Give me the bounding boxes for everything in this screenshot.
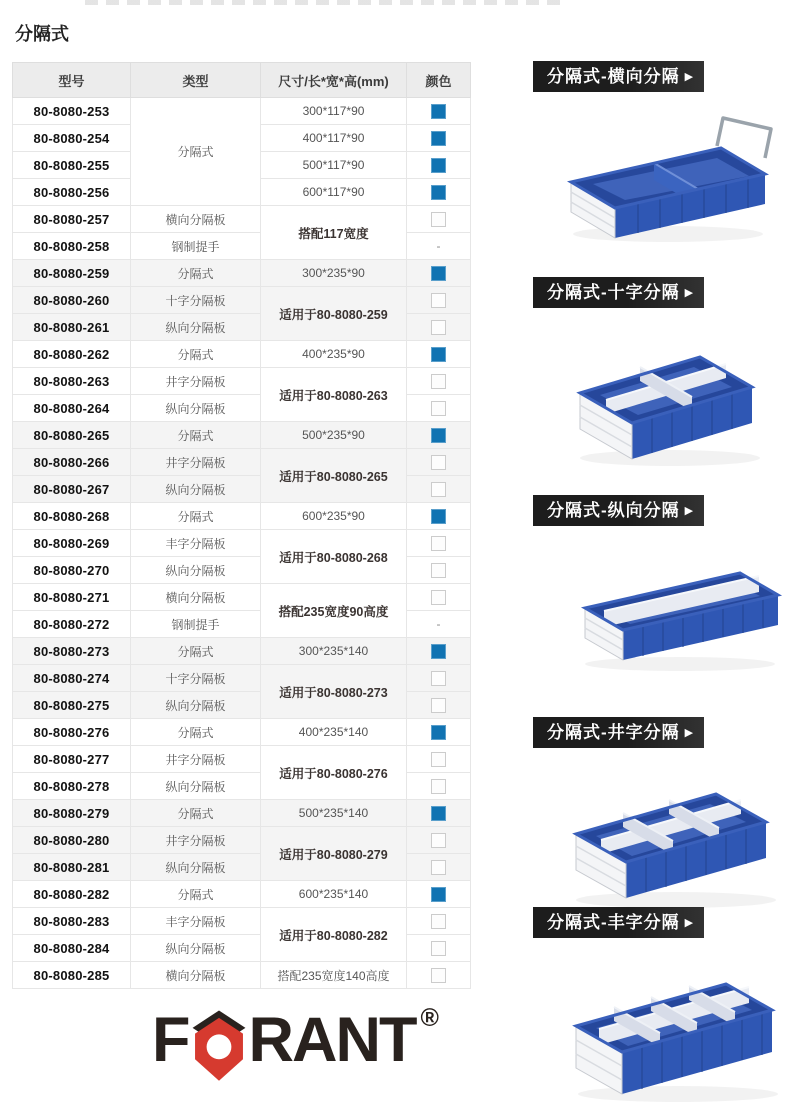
color-swatch-blue	[431, 347, 446, 362]
color-swatch-blue	[431, 104, 446, 119]
model-cell: 80-8080-266	[13, 449, 131, 476]
arrow-right-icon: ▶	[684, 505, 695, 517]
color-cell	[407, 260, 471, 287]
type-cell: 纵向分隔板	[131, 773, 261, 800]
model-cell: 80-8080-253	[13, 98, 131, 125]
table-row	[13, 881, 471, 908]
color-cell	[407, 233, 471, 260]
color-swatch-blue	[431, 509, 446, 524]
color-cell	[407, 557, 471, 584]
color-cell	[407, 854, 471, 881]
column-header-type: 类型	[131, 63, 261, 98]
section-badge-grid[interactable]	[533, 717, 704, 748]
badge-label: 分隔式-十字分隔	[547, 283, 680, 302]
type-cell: 井字分隔板	[131, 368, 261, 395]
table-row	[13, 908, 471, 935]
model-cell: 80-8080-265	[13, 422, 131, 449]
color-cell	[407, 476, 471, 503]
color-cell	[407, 449, 471, 476]
type-cell: 分隔式	[131, 881, 261, 908]
type-cell: 横向分隔板	[131, 962, 261, 989]
model-cell: 80-8080-285	[13, 962, 131, 989]
table-row	[13, 638, 471, 665]
color-swatch-blue	[431, 131, 446, 146]
type-cell: 丰字分隔板	[131, 530, 261, 557]
model-cell: 80-8080-269	[13, 530, 131, 557]
color-swatch-blue	[431, 428, 446, 443]
model-cell: 80-8080-268	[13, 503, 131, 530]
type-cell: 纵向分隔板	[131, 314, 261, 341]
type-cell: 丰字分隔板	[131, 908, 261, 935]
size-cell: 适用于80-8080-273	[261, 665, 407, 719]
color-cell	[407, 800, 471, 827]
model-cell: 80-8080-276	[13, 719, 131, 746]
type-cell: 井字分隔板	[131, 449, 261, 476]
model-cell: 80-8080-274	[13, 665, 131, 692]
type-cell: 纵向分隔板	[131, 395, 261, 422]
color-cell	[407, 611, 471, 638]
type-cell: 分隔式	[131, 638, 261, 665]
color-swatch-blue	[431, 158, 446, 173]
table-row	[13, 368, 471, 395]
table-row	[13, 422, 471, 449]
bin-horizontal-divider-image	[553, 96, 791, 253]
type-cell: 分隔式	[131, 800, 261, 827]
color-cell	[407, 638, 471, 665]
model-cell: 80-8080-279	[13, 800, 131, 827]
type-cell: 分隔式	[131, 719, 261, 746]
hexagon-logo-icon	[185, 1008, 253, 1084]
size-cell: 500*117*90	[261, 152, 407, 179]
model-cell: 80-8080-267	[13, 476, 131, 503]
size-cell: 400*117*90	[261, 125, 407, 152]
color-swatch-blue	[431, 185, 446, 200]
type-cell: 十字分隔板	[131, 287, 261, 314]
size-cell: 适用于80-8080-282	[261, 908, 407, 962]
logo-text-rant: RANT	[248, 1005, 416, 1075]
color-cell	[407, 935, 471, 962]
color-cell	[407, 746, 471, 773]
color-swatch-empty	[431, 590, 446, 605]
size-cell: 300*235*90	[261, 260, 407, 287]
arrow-right-icon: ▶	[684, 71, 695, 83]
section-badge-longitudinal[interactable]	[533, 495, 704, 526]
model-cell: 80-8080-273	[13, 638, 131, 665]
arrow-right-icon: ▶	[684, 287, 695, 299]
table-row	[13, 98, 471, 125]
type-cell: 分隔式	[131, 503, 261, 530]
type-cell: 分隔式	[131, 98, 261, 206]
size-cell: 适用于80-8080-276	[261, 746, 407, 800]
size-cell: 600*235*140	[261, 881, 407, 908]
model-cell: 80-8080-262	[13, 341, 131, 368]
color-swatch-blue	[431, 266, 446, 281]
table-row	[13, 719, 471, 746]
color-swatch-empty	[431, 320, 446, 335]
arrow-right-icon: ▶	[684, 727, 695, 739]
model-cell: 80-8080-257	[13, 206, 131, 233]
color-swatch-empty	[431, 860, 446, 875]
bin-multi-divider-image	[560, 930, 800, 1107]
cropped-top-text	[85, 0, 560, 5]
type-cell: 横向分隔板	[131, 584, 261, 611]
type-cell: 纵向分隔板	[131, 854, 261, 881]
type-cell: 纵向分隔板	[131, 476, 261, 503]
table-row	[13, 341, 471, 368]
type-cell: 十字分隔板	[131, 665, 261, 692]
size-cell: 600*117*90	[261, 179, 407, 206]
type-cell: 钢制提手	[131, 611, 261, 638]
size-cell: 400*235*90	[261, 341, 407, 368]
table-row	[13, 584, 471, 611]
type-cell: 分隔式	[131, 422, 261, 449]
color-cell	[407, 179, 471, 206]
color-swatch-empty	[431, 293, 446, 308]
color-cell	[407, 395, 471, 422]
model-cell: 80-8080-272	[13, 611, 131, 638]
badge-label: 分隔式-纵向分隔	[547, 501, 680, 520]
color-cell	[407, 206, 471, 233]
color-cell	[407, 665, 471, 692]
forant-logo	[152, 1006, 439, 1084]
color-cell	[407, 368, 471, 395]
color-swatch-empty	[431, 833, 446, 848]
column-header-color: 颜色	[407, 63, 471, 98]
color-swatch-empty	[431, 752, 446, 767]
table-row	[13, 962, 471, 989]
model-cell: 80-8080-264	[13, 395, 131, 422]
type-cell: 井字分隔板	[131, 746, 261, 773]
badge-label: 分隔式-丰字分隔	[547, 913, 680, 932]
model-cell: 80-8080-277	[13, 746, 131, 773]
size-cell: 适用于80-8080-259	[261, 287, 407, 341]
table-body	[13, 98, 471, 989]
badge-label: 分隔式-井字分隔	[547, 723, 680, 742]
size-cell: 400*235*140	[261, 719, 407, 746]
color-swatch-blue	[431, 644, 446, 659]
model-cell: 80-8080-261	[13, 314, 131, 341]
color-cell	[407, 881, 471, 908]
table-row	[13, 206, 471, 233]
color-cell	[407, 773, 471, 800]
bin-grid-divider-image	[558, 750, 800, 913]
color-cell	[407, 530, 471, 557]
model-cell: 80-8080-271	[13, 584, 131, 611]
column-header-model: 型号	[13, 63, 131, 98]
type-cell: 纵向分隔板	[131, 692, 261, 719]
table-header-row	[13, 63, 471, 98]
color-cell	[407, 503, 471, 530]
size-cell: 搭配235宽度90高度	[261, 584, 407, 638]
type-cell: 横向分隔板	[131, 206, 261, 233]
badge-label: 分隔式-横向分隔	[547, 67, 680, 86]
table-row	[13, 530, 471, 557]
no-color-dash: -	[436, 239, 441, 253]
color-cell	[407, 422, 471, 449]
color-cell	[407, 98, 471, 125]
model-cell: 80-8080-263	[13, 368, 131, 395]
color-swatch-empty	[431, 374, 446, 389]
type-cell: 钢制提手	[131, 233, 261, 260]
size-cell: 搭配235宽度140高度	[261, 962, 407, 989]
color-cell	[407, 287, 471, 314]
color-swatch-empty	[431, 563, 446, 578]
color-swatch-empty	[431, 968, 446, 983]
model-cell: 80-8080-280	[13, 827, 131, 854]
table-row	[13, 800, 471, 827]
model-cell: 80-8080-282	[13, 881, 131, 908]
size-cell: 适用于80-8080-263	[261, 368, 407, 422]
size-cell: 600*235*90	[261, 503, 407, 530]
type-cell: 井字分隔板	[131, 827, 261, 854]
model-cell: 80-8080-270	[13, 557, 131, 584]
bin-longitudinal-divider-image	[568, 528, 796, 678]
section-badge-horizontal[interactable]	[533, 61, 704, 92]
model-cell: 80-8080-278	[13, 773, 131, 800]
registered-mark: ®	[420, 1004, 439, 1032]
color-swatch-empty	[431, 671, 446, 686]
table-row	[13, 287, 471, 314]
color-cell	[407, 125, 471, 152]
model-cell: 80-8080-256	[13, 179, 131, 206]
model-cell: 80-8080-259	[13, 260, 131, 287]
color-cell	[407, 152, 471, 179]
color-swatch-empty	[431, 941, 446, 956]
table-row	[13, 449, 471, 476]
model-cell: 80-8080-275	[13, 692, 131, 719]
color-cell	[407, 341, 471, 368]
color-cell	[407, 314, 471, 341]
type-cell: 分隔式	[131, 260, 261, 287]
type-cell: 纵向分隔板	[131, 557, 261, 584]
spec-table	[12, 62, 471, 989]
size-cell: 适用于80-8080-279	[261, 827, 407, 881]
bin-cross-divider-image	[560, 315, 790, 472]
no-color-dash: -	[436, 617, 441, 631]
color-swatch-blue	[431, 806, 446, 821]
column-header-size: 尺寸/长*宽*高(mm)	[261, 63, 407, 98]
model-cell: 80-8080-258	[13, 233, 131, 260]
color-cell	[407, 908, 471, 935]
color-swatch-empty	[431, 212, 446, 227]
model-cell: 80-8080-260	[13, 287, 131, 314]
color-swatch-blue	[431, 725, 446, 740]
color-cell	[407, 692, 471, 719]
table-row	[13, 260, 471, 287]
color-cell	[407, 584, 471, 611]
color-swatch-empty	[431, 914, 446, 929]
color-swatch-empty	[431, 482, 446, 497]
model-cell: 80-8080-283	[13, 908, 131, 935]
color-swatch-empty	[431, 698, 446, 713]
page-title: 分隔式	[15, 24, 69, 44]
color-cell	[407, 827, 471, 854]
color-cell	[407, 719, 471, 746]
size-cell: 300*117*90	[261, 98, 407, 125]
color-swatch-empty	[431, 536, 446, 551]
table-row	[13, 746, 471, 773]
table-row	[13, 665, 471, 692]
color-swatch-empty	[431, 401, 446, 416]
color-swatch-empty	[431, 779, 446, 794]
arrow-right-icon: ▶	[684, 917, 695, 929]
size-cell: 适用于80-8080-268	[261, 530, 407, 584]
size-cell: 500*235*90	[261, 422, 407, 449]
color-swatch-empty	[431, 455, 446, 470]
section-badge-cross[interactable]	[533, 277, 704, 308]
model-cell: 80-8080-255	[13, 152, 131, 179]
type-cell: 分隔式	[131, 341, 261, 368]
model-cell: 80-8080-284	[13, 935, 131, 962]
type-cell: 纵向分隔板	[131, 935, 261, 962]
model-cell: 80-8080-281	[13, 854, 131, 881]
color-cell	[407, 962, 471, 989]
size-cell: 300*235*140	[261, 638, 407, 665]
table-row	[13, 503, 471, 530]
logo-text-f: F	[152, 1005, 189, 1075]
size-cell: 搭配117宽度	[261, 206, 407, 260]
size-cell: 适用于80-8080-265	[261, 449, 407, 503]
table-row	[13, 827, 471, 854]
model-cell: 80-8080-254	[13, 125, 131, 152]
color-swatch-blue	[431, 887, 446, 902]
size-cell: 500*235*140	[261, 800, 407, 827]
